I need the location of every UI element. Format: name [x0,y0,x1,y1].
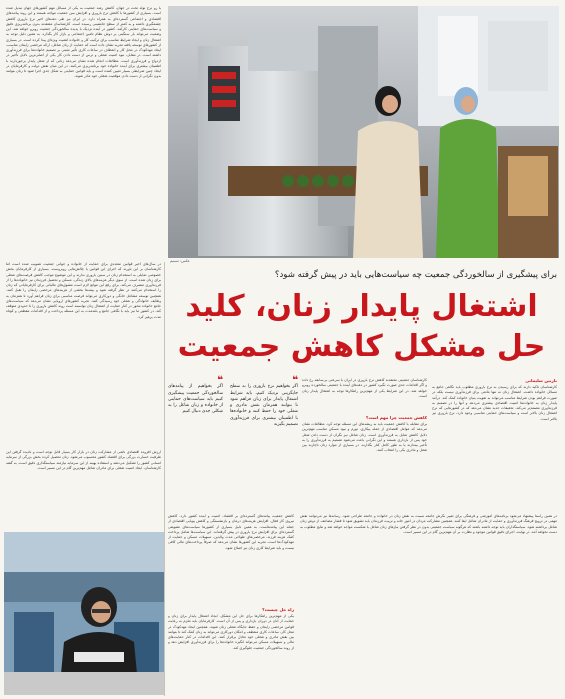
right-a-text: کارشناسان تاکید دارند که برای رسیدن به نرخ باروری مطلوب باید نگاهی جامع به مسائل خانواده داشت. اشتغال زنان نه تنها مانعی برای فرزندآوری نیست بلکه در صورت فراهم بودن شرایط مناسب می‌تواند به تقویت بنیان خانواده کمک کند. درآمد پایدار زنان به خانواده‌ها امنیت اقتصادی بیشتری می‌دهد و آنها را در تصمیم به فرزندآوری مصمم‌تر می‌کند. تحقیقات جدید نشان می‌دهد که در کشورهایی که نرخ اشتغال زنان بالاتر است و سیاست‌های حمایتی مناسبی وجود دارد، نرخ باروری نیز بالاتر است. [432,385,557,421]
right-column-b [300,514,557,696]
left-column-bottom [6,450,161,528]
mid-b-text: کاهش جمعیت پیامدهای گسترده‌ای بر اقتصاد، امنیت و آینده کشور دارد. کاهش نیروی کار فعال، افزایش هزینه‌های درمان و بازنشستگی و کاهش پویایی اقتصادی از جمله این پیامدهاست. به همین دلیل بسیاری از کشورها سیاست‌های تشویقی گسترده‌ای برای افزایش نرخ باروری در پیش گرفته‌اند. این سیاست‌ها شامل پرداخت کمک هزینه فرزند، مرخصی‌های طولانی مدت والدین، تسهیلات مسکن و حمایت از مهدکودک‌ها است. تجربه این کشورها نشان می‌دهد که صرفاً پرداخت‌های مالی کافی نیست و باید شرایط کاری زنان نیز اصلاح شود. [168,514,294,550]
worker-illustration [4,532,164,695]
mid-column-a [302,422,427,512]
column-divider [164,262,165,696]
mid-a-text: برای مقابله با کاهش جمعیت باید به ریشه‌های این مسئله توجه کرد. مطالعات نشان می‌دهد که عوامل اقتصادی از جمله بیکاری، تورم و نبود مسکن مناسب مهم‌ترین دلایل کاهش تمایل به فرزندآوری است. زنان شاغل نیز نگران از دست دادن شغل خود پس از بارداری هستند و این نگرانی باعث می‌شود تصمیم به فرزندآوری را به تأخیر بیندازند یا به طور کامل کنار بگذارند. در بسیاری از موارد زنان ناچارند بین شغل و مادری یکی را انتخاب کنند. [302,422,427,453]
photo-credit: عکس: تسنیم [170,259,190,263]
mid-column-c [168,614,294,696]
right-column-a [432,385,557,505]
factory-photo-bottom [4,532,164,695]
pullquote-right-text: اگر بخواهیم نرخ باروری را به سطح جایگزینی نزدیک کنیم، باید شرایط اشتغال پایدار برای زنان فراهم شود تا بتوانند همزمان نقش مادری و شغلی خود را حفظ کنند و خانواده‌ها با اطمینان بیشتری برای فرزندآوری تصمیم بگیرند [230,384,298,428]
left-column-top [6,6,161,258]
quote-icon: ❝ [292,375,298,386]
pullquote-right [230,375,298,510]
kicker: برای پیشگیری از سالخوردگی جمعیت چه سیاست‌هایی باید در پیش گرفته شود؟ [274,270,557,280]
subhead-solution: راه حل چیست؟ [262,607,294,612]
left-mid-text: در سال‌های اخیر قوانین متعددی برای حمایت از خانواده و جوانی جمعیت تصویب شده است اما کارشناسان بر این باورند که اجرای این قوانین با چالش‌هایی روبروست. بسیاری از کارفرمایان بخش خصوصی تمایلی به استخدام زنان در سنین باروری ندارند و این موضوع موجب کاهش فرصت‌های شغلی برای زنان شده است. از سوی دیگر هزینه‌های بالای زندگی، مسکن و تحصیل فرزندان نیز خانواده‌ها را از فرزندآوری منصرف می‌کند. برای رفع این موانع لازم است مشوق‌های مالیاتی برای کارفرمایانی که زنان را استخدام می‌کنند در نظر گرفته شود و بیمه‌ها بخشی از هزینه‌های مرخصی زایمان را تقبل کنند. همچنین توسعه مشاغل خانگی و دورکاری می‌تواند فرصت مناسبی برای زنان فراهم آورد تا همزمان به وظایف خانوادگی و شغلی خود رسیدگی کنند. تجربه کشورهای اروپایی نشان می‌دهد که سیاست‌های جامع خانواده محور در کنار حمایت از اشتغال زنان توانسته است روند کاهش باروری را تا حدودی متوقف کند. در کشور ما نیز باید با نگاهی جامع و بلندمدت به این مسئله پرداخت و از اقدامات مقطعی و کوتاه مدت پرهیز کرد. [6,262,161,319]
mid-column-top [302,378,427,414]
headline-line1: اشتغال پایدار زنان، کلید [185,289,538,324]
left-top-text: با رو نرخ تولد تخت در جهان، کاهش رشد جمعیت به یکی از مسائل مهم کشورهای جهان تبدیل شده است. بسیاری از کشورها با کاهش نرخ باروری و افزایش سن جمعیت مواجه هستند و این روند پیامدهای اقتصادی و اجتماعی گسترده‌ای به همراه دارد. در ایران نیز طی دهه‌های اخیر نرخ باروری کاهش چشمگیری داشته و به کمتر از سطح جانشینی رسیده است. کارشناسان معتقدند بدون برنامه‌ریزی دقیق و سیاست‌های حمایتی کارآمد، کشور در آینده نزدیک با پدیده سالخوردگی جمعیت روبرو خواهد شد. این وضعیت می‌تواند بار سنگینی بر دوش نظام تامین اجتماعی و بازار کار بگذارد. به همین دلیل توجه به اشتغال زنان و ایجاد شرایط مناسب برای ترکیب کار و خانواده اهمیت ویژه‌ای پیدا کرده است. در بسیاری از کشورهای توسعه یافته تجربه نشان داده است که حمایت از زنان شاغل، ارائه مرخصی زایمان مناسب، ایجاد مهدکودک در محل کار و انعطاف در ساعات کاری تأثیر مثبتی بر تصمیم خانواده‌ها برای فرزندآوری داشته است. در مقابل، نبود امنیت شغلی و ترس از دست دادن کار یکی از اصلی‌ترین دلایل تأخیر در ازدواج و فرزندآوری است. مطالعات انجام شده نشان می‌دهد زنانی که از شغل پایدار برخوردارند با اطمینان بیشتری برای آینده خانواده خود برنامه‌ریزی می‌کنند. در این میان نقش دولت و کارفرمایان در ایجاد چنین شرایطی بسیار تعیین کننده است و باید قوانین حمایتی به شکل جدی اجرا شود تا زنان بتوانند بدون نگرانی از دست دادن موقعیت شغلی خود مادر شوند. [6,6,161,79]
subhead-why: کاهش جمعیت چرا مهم است؟ [365,415,427,420]
mid-intro-text: کارشناسان جمعیتی معتقدند کاهش نرخ باروری در ایران با سرعتی بی‌سابقه رخ داده و اگر اقدامات جدی صورت نگیرد کشور در دهه‌های آینده با جمعیتی سالخورده روبرو خواهد شد. در این شرایط یکی از مهم‌ترین راهکارها توجه به اشتغال پایدار زنان است. [302,378,427,398]
left-column-mid [6,262,161,448]
factory-workers-illustration [168,6,559,258]
pullquote-left [168,375,223,510]
quote-icon: ❝ [217,375,223,386]
left-bottom-text: ارزش افزوده اقتصادی ناشی از مشارکت زنان در بازار کار بسیار قابل توجه است و نادیده گرفتن این ظرفیت خسارت بزرگی برای اقتصاد کشور محسوب می‌شود. زنان تحصیل کرده بخش بزرگی از سرمایه انسانی کشور را تشکیل می‌دهند و استفاده بهینه از این سرمایه نیازمند سیاستگذاری دقیق است. به گفته کارشناسان، ایجاد امنیت شغلی برای مادران شاغل مهم‌ترین گام در این مسیر است. [6,450,161,470]
mid-c-text: یکی از مهم‌ترین راهکارها برای حل این مشکل، ایجاد اشتغال پایدار برای زنان و حمایت از آنان در دوران بارداری و پس از آن است. کارفرمایان باید ملزم به رعایت قوانین مرخصی زایمان و حفظ جایگاه شغلی زنان شوند. همچنین ایجاد مهدکودک در محل کار، ساعات کاری منعطف و امکان دورکاری می‌تواند به زنان کمک کند تا بتوانند بین نقش مادری و شغلی خود تعادل برقرار کنند. این اقدامات در کنار حمایت‌های مالی و تسهیلات مسکن می‌تواند انگیزه خانواده‌ها را برای فرزندآوری افزایش دهد و از روند سالخوردگی جمعیت جلوگیری کند. [168,614,294,650]
headline-line2: حل مشکل کاهش جمعیت [177,329,546,364]
right-b-text: در همین راستا پیشنهاد می‌شود برنامه‌های آموزشی و فرهنگی برای تغییر نگرش جامعه نسبت به نقش زنان در خانواده و جامعه طراحی شود. رسانه‌ها نیز می‌توانند نقش مهمی در ترویج فرهنگ فرزندآوری و حمایت از مادران شاغل ایفا کنند. همچنین مشارکت مردان در امور خانه و تربیت فرزندان باید تشویق شود تا فشار مضاعف از دوش زنان شاغل برداشته شود. سیاستگذاران باید توجه داشته باشند که هرگونه سیاست جمعیتی بدون در نظر گرفتن نیازهای زنان شاغل با شکست مواجه خواهد شد و نتایج مطلوب به دست نخواهد آمد. در نهایت، اجرای دقیق قوانین موجود و نظارت بر آن مهم‌ترین گام در این مسیر است. [300,514,557,534]
byline: نازنین سلیمانی [525,378,557,383]
factory-photo-top [168,6,559,258]
mid-column-b [168,514,294,606]
pullquote-left-text: اگر بخواهیم از پیامدهای سالخوردگی جمعیت پیشگیری کنیم باید سیاست‌های حمایتی از خانواده و زنان شاغل را به شکلی جدی دنبال کنیم [168,384,223,415]
